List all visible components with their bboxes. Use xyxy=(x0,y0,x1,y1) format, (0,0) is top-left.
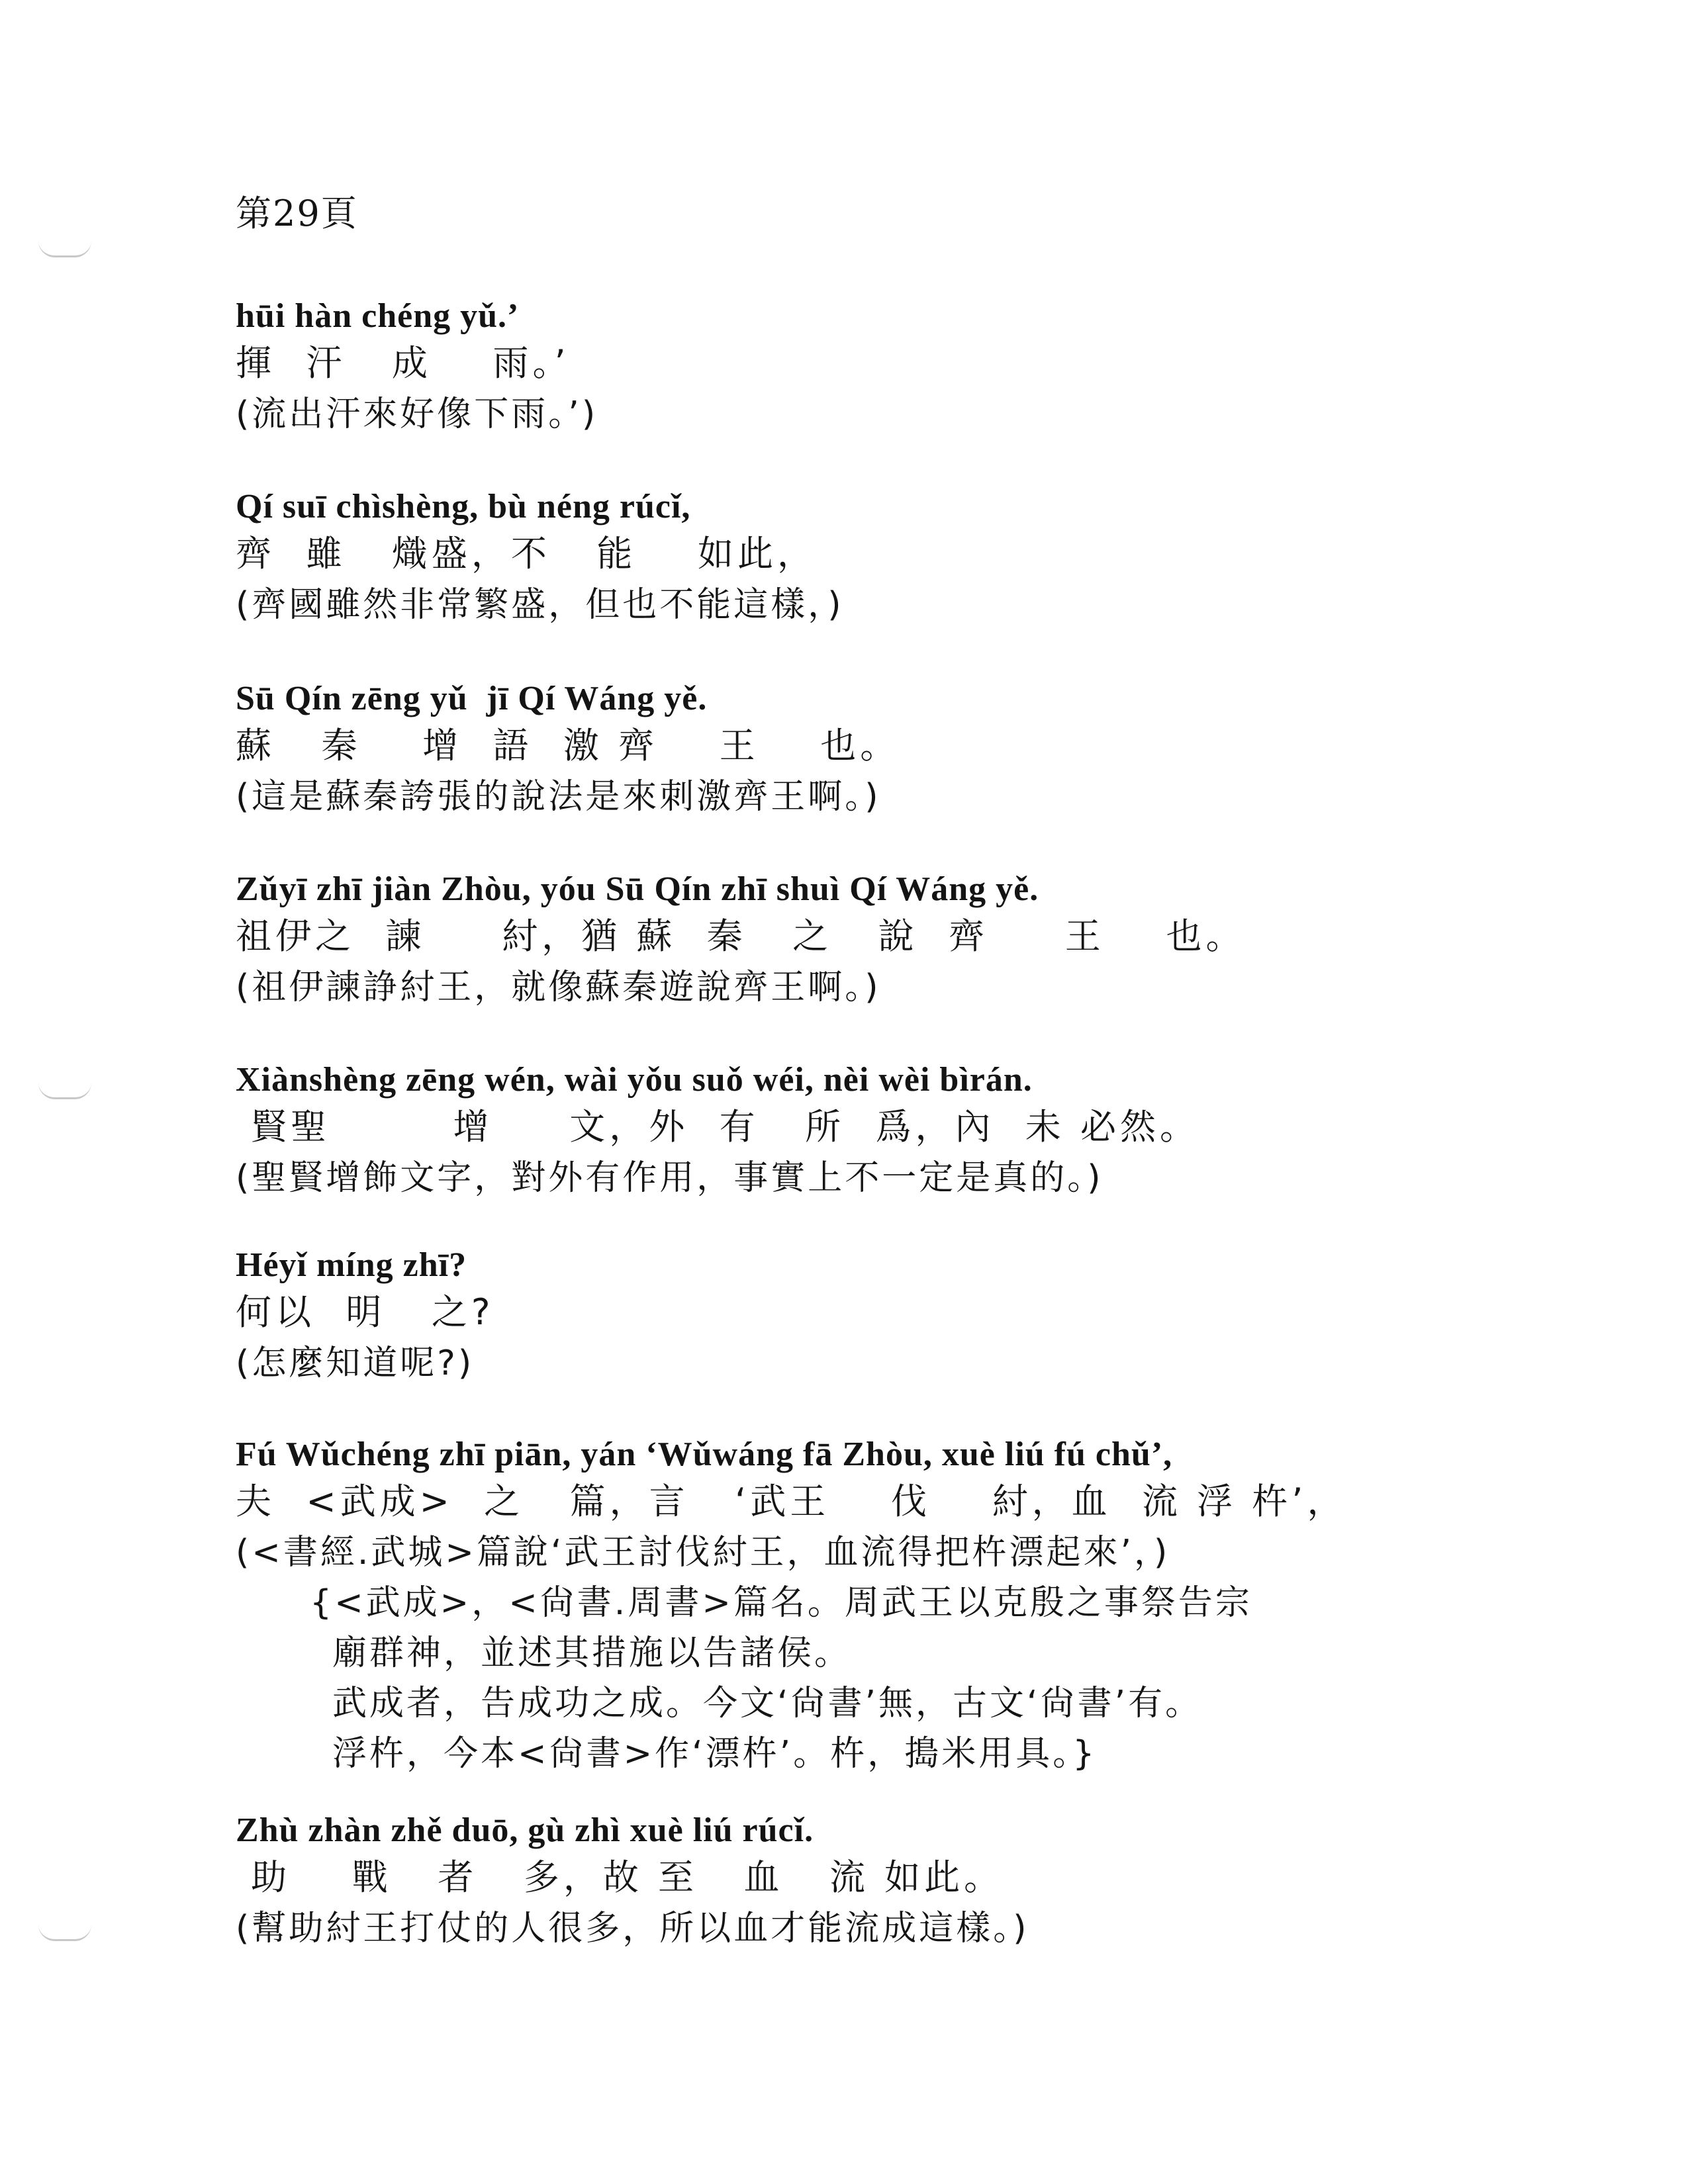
passage-block xyxy=(236,1248,1493,1381)
passage-block xyxy=(236,1061,1493,1198)
translation-line: (幫助紂王打仗的人很多，所以血才能流成這樣。) xyxy=(236,1909,1029,1948)
chinese-text-line: 賢聖 增 文，外 有 所 爲，內 未 必然。 xyxy=(236,1106,1199,1148)
passage-block xyxy=(236,680,1493,817)
passage-block xyxy=(236,872,1493,1005)
pinyin-line: Héyǐ míng zhī? xyxy=(236,1246,467,1284)
commentary-note-line: 武成者，告成功之成。今文‘尙書’無，古文‘尙書’有。 xyxy=(332,1684,1203,1723)
commentary-note-line: {<武成>，<尙書.周書>篇名。周武王以克殷之事祭告宗 xyxy=(310,1583,1252,1623)
translation-line: (<書經.武城>篇說‘武王討伐紂王，血流得把杵漂起來’，) xyxy=(236,1533,1170,1572)
pinyin-line: Zhù zhàn zhě duō, gù zhì xuè liú rúcǐ. xyxy=(236,1811,814,1849)
chinese-text-line: 何以 明 之? xyxy=(236,1291,494,1333)
passage-block xyxy=(236,488,1493,625)
punch-hole-mark xyxy=(38,1083,91,1099)
pinyin-line: hūi hàn chéng yǔ.’ xyxy=(236,297,520,335)
pinyin-line: Xiànshèng zēng wén, wài yǒu suǒ wéi, nèi wèi bìrán. xyxy=(236,1061,1033,1099)
chinese-text-line: 齊 雖 熾盛，不 能 如此， xyxy=(236,533,817,574)
translation-line: (流出汗來好像下雨。’) xyxy=(236,394,598,434)
passage-block xyxy=(236,299,1493,432)
pinyin-line: Qí suī chìshèng, bù néng rúcǐ, xyxy=(236,488,691,525)
pinyin-line: Fú Wǔchéng zhī piān, yán ‘Wǔwáng fā Zhòu, xuè liú fú chǔ’, xyxy=(236,1435,1173,1473)
translation-line: (祖伊諫諍紂王，就像蘇秦遊說齊王啊。) xyxy=(236,968,881,1007)
pinyin-line: Sū Qín zēng yǔ jī Qí Wáng yě. xyxy=(236,680,708,717)
chinese-text-line: 蘇 秦 增 語 激 齊 王 也。 xyxy=(236,725,900,766)
commentary-note-line: 廟群神，並述其措施以告諸侯。 xyxy=(332,1633,852,1673)
translation-line: (齊國雖然非常繁盛，但也不能這樣，) xyxy=(236,585,844,625)
chinese-text-line: 揮 汗 成 雨。’ xyxy=(236,342,570,384)
translation-line: (怎麼知道呢?) xyxy=(236,1343,475,1383)
passage-block xyxy=(236,1435,1493,1774)
chinese-text-line: 祖伊之 諫 紂，猶 蘇 秦 之 說 齊 王 也。 xyxy=(236,915,1246,957)
commentary-note-line: 浮杵，今本<尙書>作‘漂杵’。杵，搗米用具。} xyxy=(332,1734,1098,1774)
chinese-text-line: 助 戰 者 多，故 至 血 流 如此。 xyxy=(236,1856,1004,1898)
punch-hole-mark xyxy=(38,1925,91,1941)
translation-line: (聖賢增飾文字，對外有作用，事實上不一定是真的。) xyxy=(236,1158,1103,1198)
passage-block xyxy=(236,1813,1493,1946)
pinyin-line: Zǔyī zhī jiàn Zhòu, yóu Sū Qín zhī shuì Qí Wáng yě. xyxy=(236,870,1039,908)
chinese-text-line: 夫 <武成> 之 篇，言 ‘武王 伐 紂，血 流 浮 杵’， xyxy=(236,1480,1347,1522)
punch-hole-mark xyxy=(38,241,91,257)
translation-line: (這是蘇秦誇張的說法是來刺激齊王啊。) xyxy=(236,777,881,817)
page-number-header: 第29頁 xyxy=(236,193,358,234)
